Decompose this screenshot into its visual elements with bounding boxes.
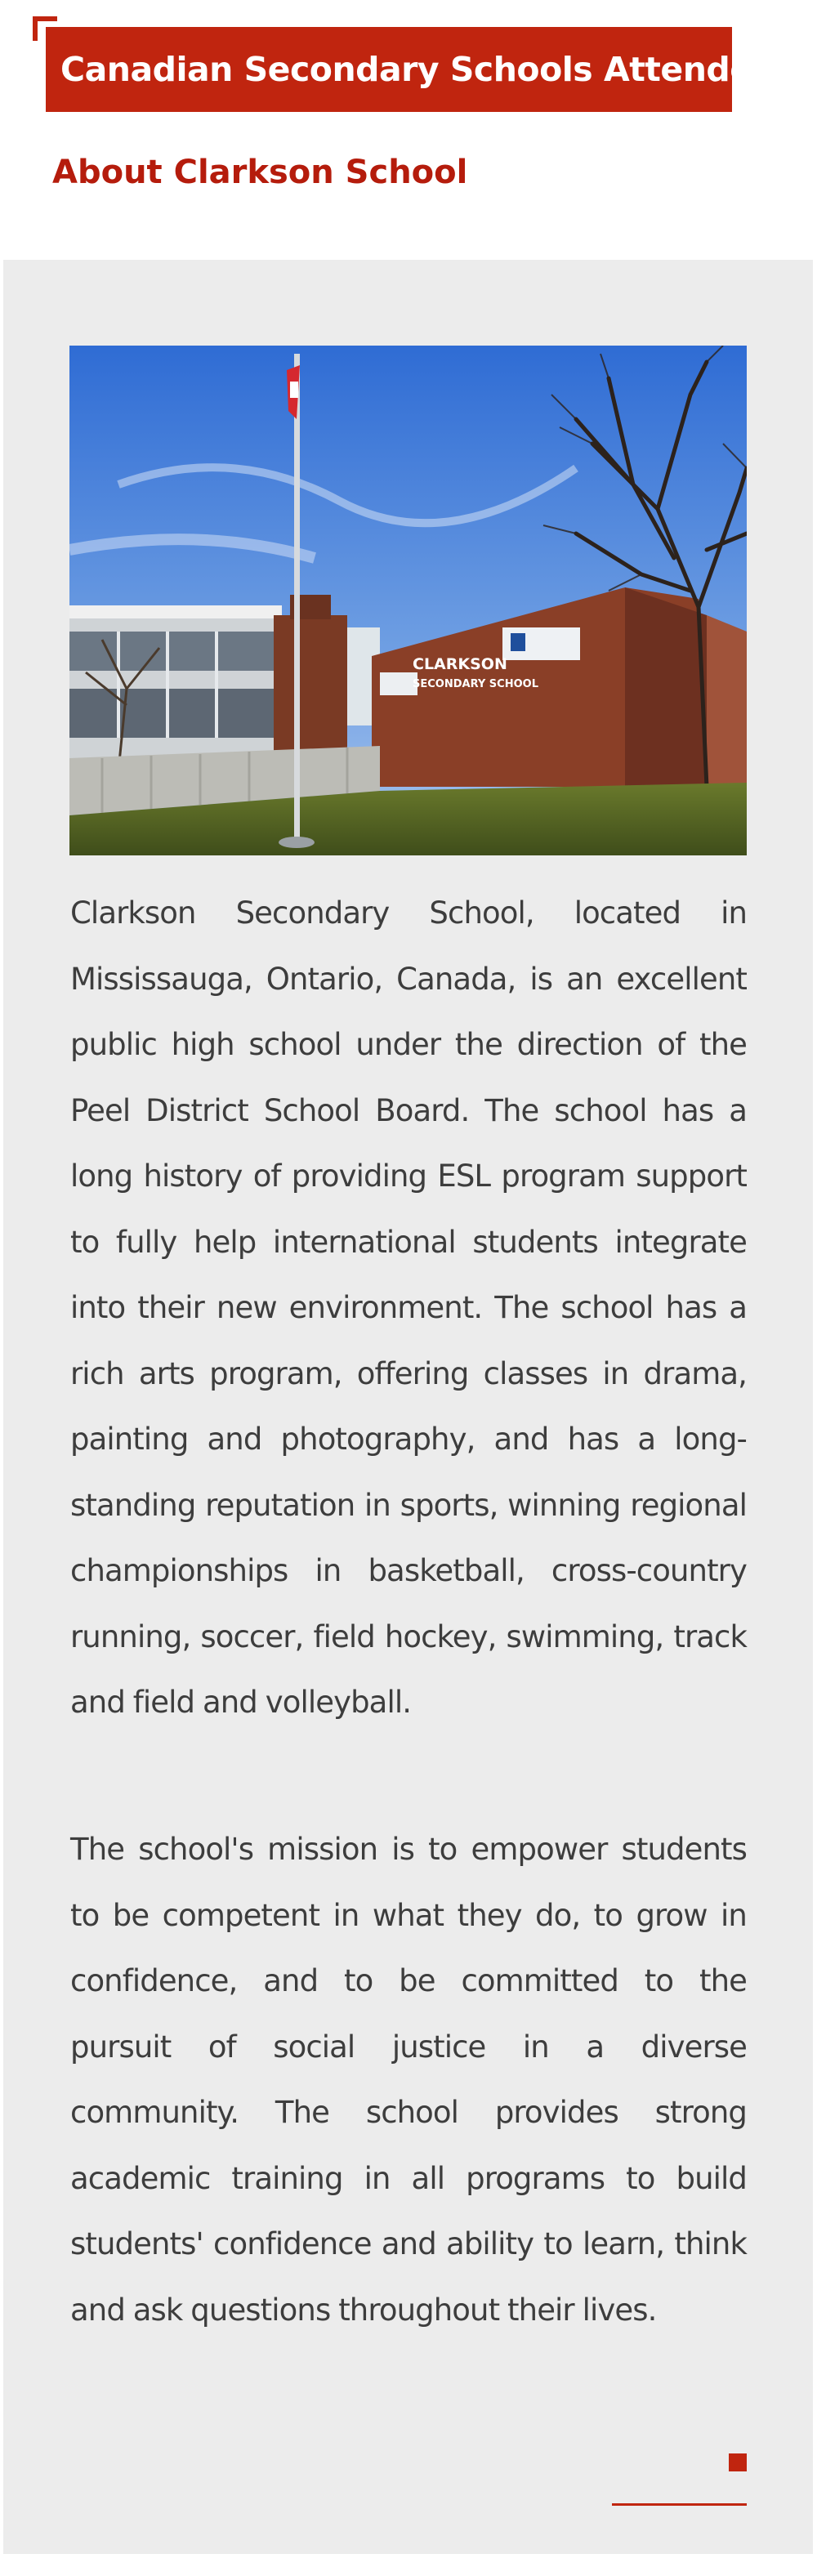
school-info-card: [3, 260, 813, 2554]
page-title: Canadian Secondary Schools Attended: [46, 27, 732, 112]
school-mission-paragraph: The school's mission is to empower students to be competent in what they do, to grow in confidence, and to be committed to the pursuit of social justice in a diverse community. The school provides strong academic training in all programs to build students' confidence and ability to learn, think and ask questions throughout their lives.: [70, 1832, 747, 2328]
accent-square-decoration: [729, 2453, 747, 2471]
section-subtitle: About Clarkson School: [52, 154, 468, 191]
school-photo-illustration: [69, 346, 747, 855]
accent-divider-line: [612, 2503, 747, 2506]
school-building-photo: [69, 346, 747, 855]
school-description-paragraph: Clarkson Secondary School, located in Mississauga, Ontario, Canada, is an excellent public high school under the direction of the Peel District School Board. The school has a long history of providing ESL program support to fully help international students integrate into their new environment. The school has a rich arts program, offering classes in drama, painting and photography, and has a long-standing reputation in sports, winning regional championships in basketball, cross-country running, soccer, field hockey, swimming, track and field and volleyball.: [70, 895, 747, 1720]
sign-text-clarkson: CLARKSON: [413, 655, 507, 673]
sign-text-secondary-school: SECONDARY SCHOOL: [413, 678, 538, 690]
